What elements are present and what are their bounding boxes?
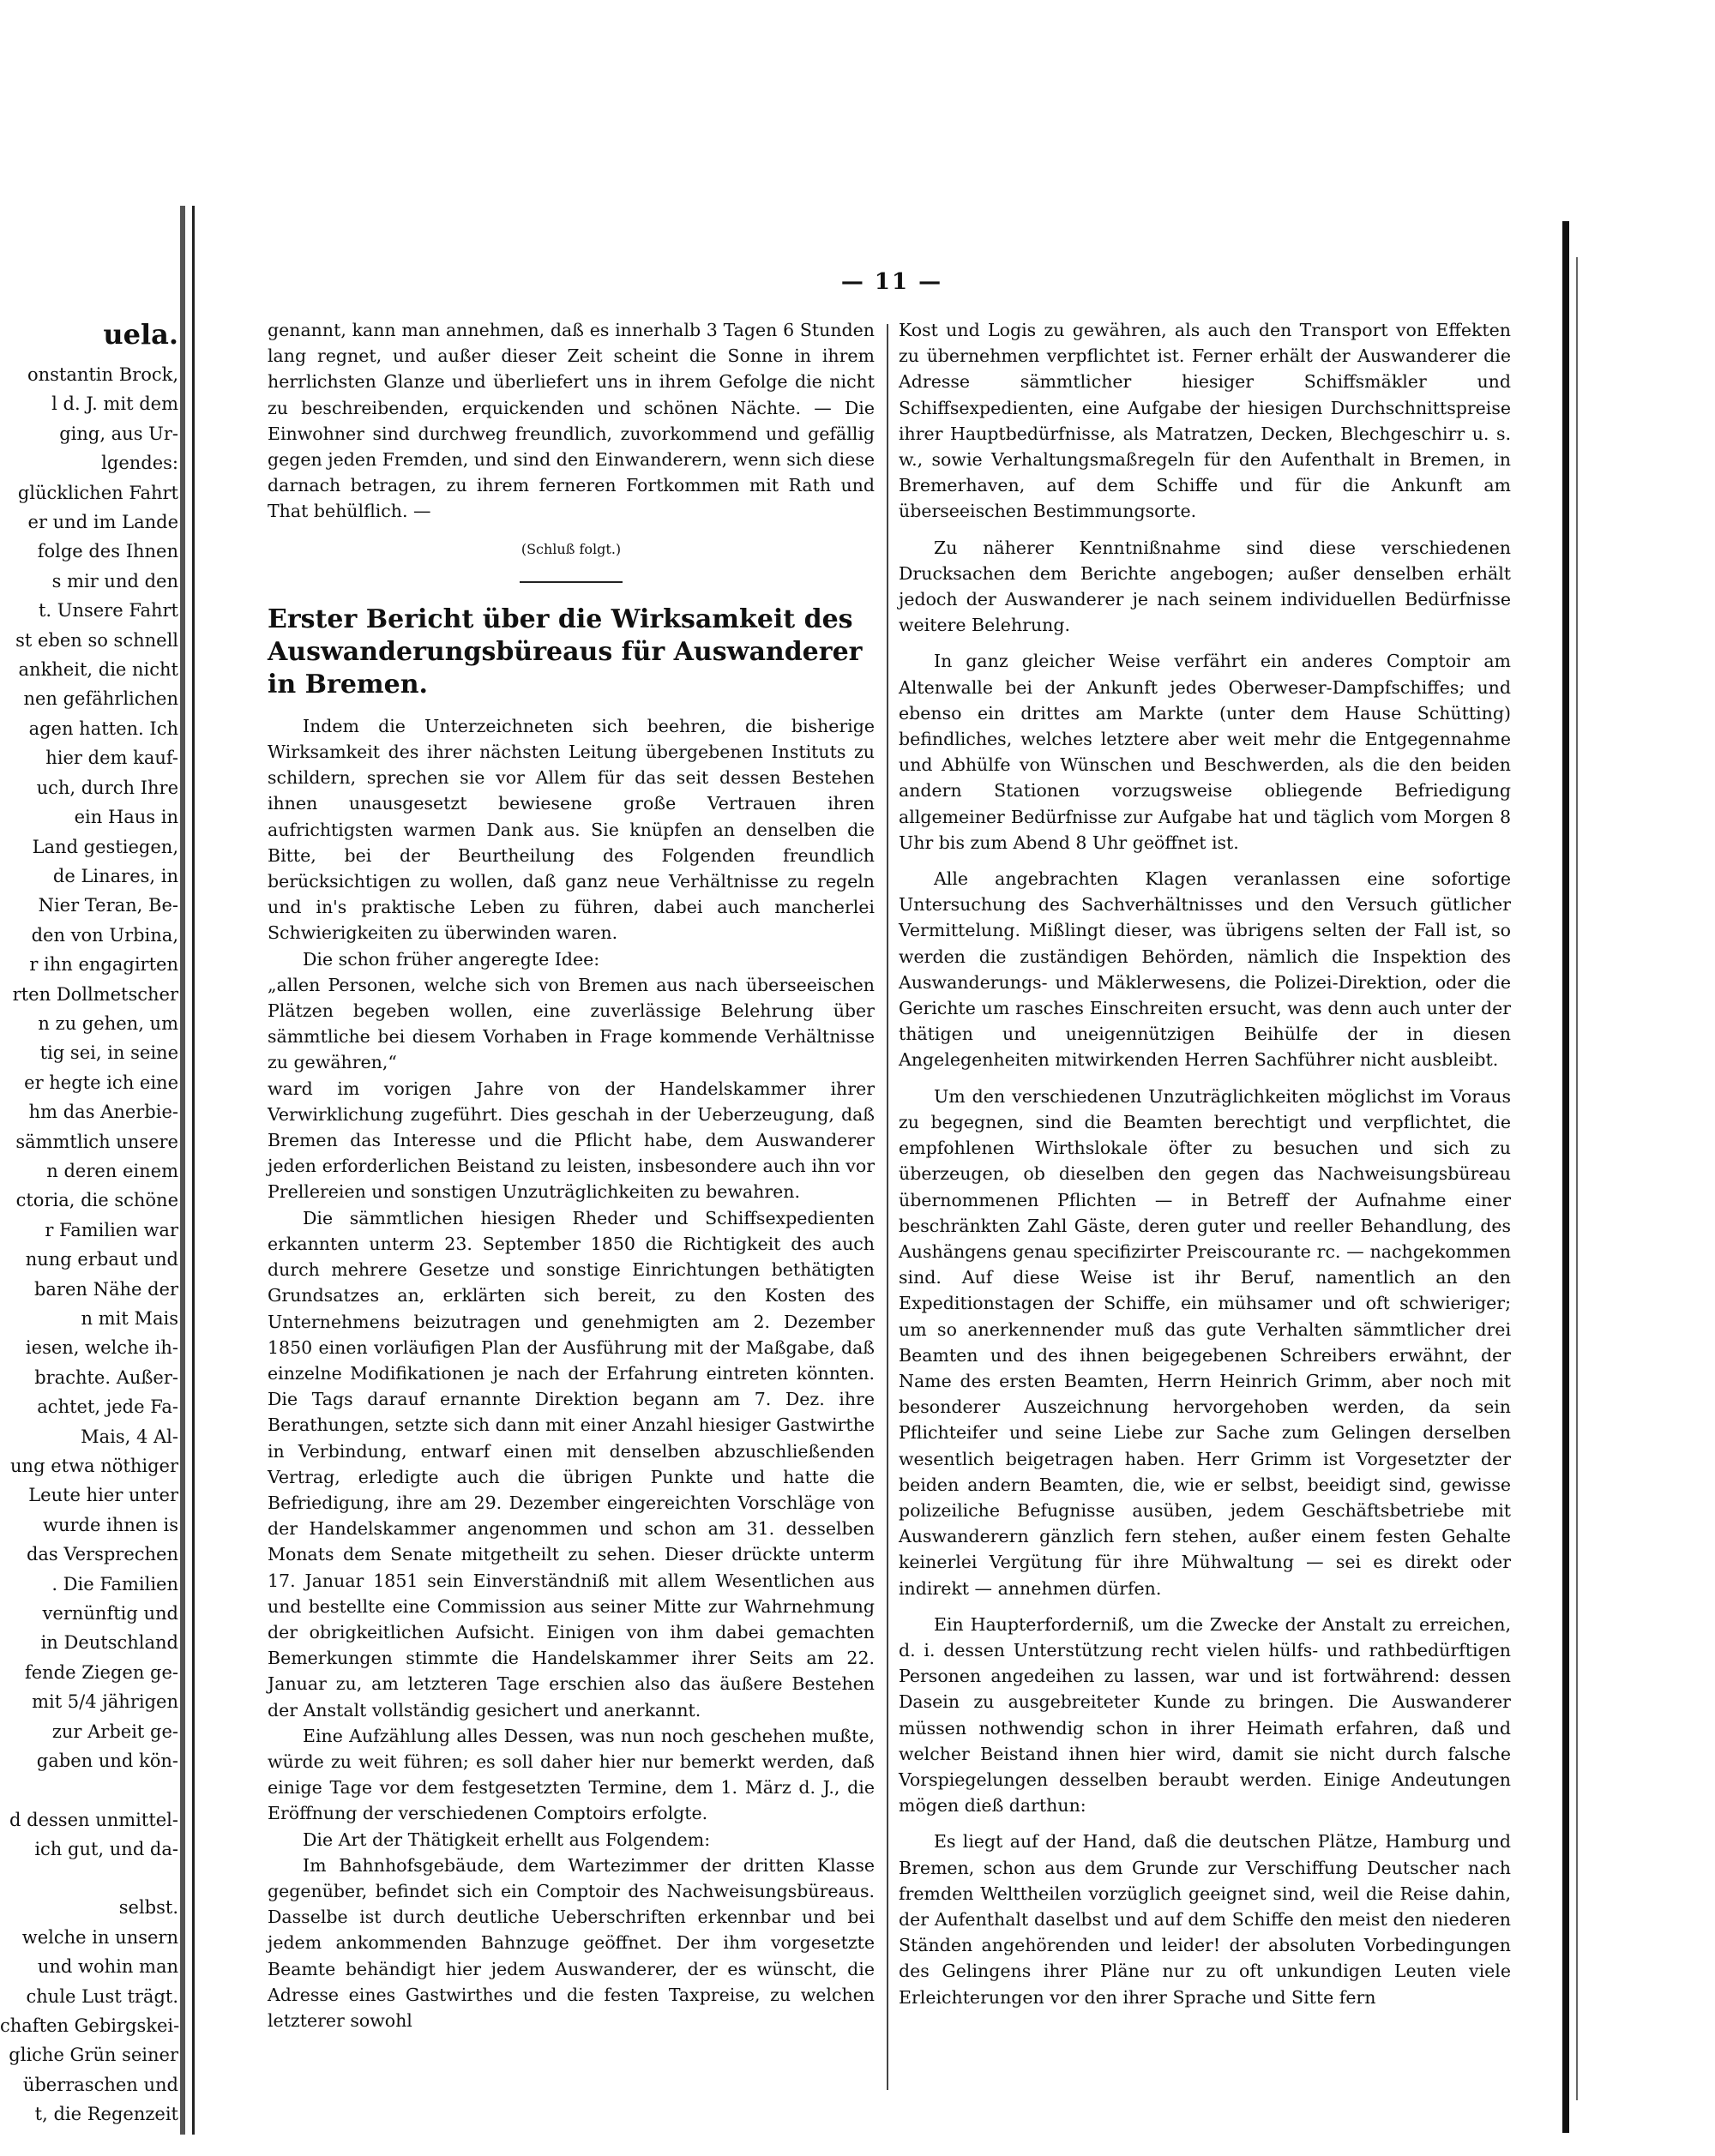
left-fragment-line: tig sei, in seine bbox=[39, 1042, 178, 1064]
article-paragraph: Die schon früher angeregte Idee: bbox=[303, 948, 600, 970]
left-fragment-line: hier dem kauf- bbox=[45, 748, 178, 769]
left-fragment-line: wurde ihnen is bbox=[43, 1514, 178, 1535]
article-paragraph: Um den verschiedenen Unzuträglichkeiten möglichst im Voraus zu begegnen, sind die Beamten berechtigt und verpflichtet, die empfohlenen Wirthslokale öfter zu besuchen und sich zu überzeugen, ob dieselben den gegen das Nachweisungsbüreau übernommenen Pflichten — in Betreff der Aufnahme einer beschränkten Zahl Gäste, deren guter und reeller Behandlung, des Aushängens genau specifizirter Preiscourante rc. — nachgekommen sind. Auf diese Weise ist ihr Beruf, namentlich an den Expeditionstagen der Schiffe, ein mühsamer und oft schwieriger; um so anerkennender muß das gute Verhalten sämmtlicher drei Beamten und des ihnen beigegebenen Schreibers erwähnt, der Name des ersten Beamten, Herrn Heinrich Grimm, aber noch mit besonderer Auszeichnung hervorgehoben werden, da sein Pflichteifer und seine Liebe zur Sache zum Gelingen derselben wesentlich beigetragen haben. Herr Grimm ist Vorgesetzter der beiden andern Beamten, die, wie er selbst, beeidigt sind, gewisse polizeiliche Befugnisse ausüben, jedem Geschäftsbetriebe mit Auswanderern gänzlich fern stehen, außer einem festen Gehalte keinerlei Vergütung für ihre Mühwaltung — sei es direkt oder indirekt — annehmen dürfen. bbox=[899, 1085, 1511, 1599]
left-fragment-line: . Die Familien bbox=[51, 1573, 178, 1594]
left-fragment-line: das Versprechen bbox=[26, 1544, 178, 1565]
left-fragment-line: ich gut, und da- bbox=[34, 1838, 178, 1859]
column-right bbox=[899, 317, 1511, 2010]
left-fragment-line: Nier Teran, Be- bbox=[38, 895, 178, 916]
article-paragraph: Alle angebrachten Klagen veranlassen eine sofortige Untersuchung des Sachverhältnisses und den Versuch gütlicher Vermittelung. Mißlingt dieser, was übrigens selten der Fall ist, so werden die zuständigen Behörden, nämlich die Inspektion des Auswanderungs- und Mäklerwesens, die Polizei-Direktion, oder die Gerichte um rasches Einschreiten ersucht, was denn auch unter der thätigen und uneigennützigen Beihülfe der in diesen Angelegenheiten mitwirkenden Herren Sachführer nicht ausbleibt. bbox=[899, 868, 1511, 1071]
left-fragment-line: sämmtlich unsere bbox=[15, 1131, 178, 1152]
left-fragment-line: st eben so schnell bbox=[15, 629, 178, 651]
left-fragment-line: Leute hier unter bbox=[28, 1485, 178, 1506]
column-left bbox=[268, 317, 875, 2033]
left-fragment-line: glücklichen Fahrt bbox=[17, 482, 178, 503]
left-fragment-line: s mir und den bbox=[51, 570, 178, 592]
column-rule bbox=[887, 324, 888, 2090]
left-fragment-line: de Linares, in bbox=[52, 865, 178, 886]
left-fragment-line: in Deutschland bbox=[40, 1632, 178, 1654]
left-fragment-line: nung erbaut und bbox=[25, 1249, 178, 1270]
left-fragment-line bbox=[0, 1776, 192, 1805]
left-fragment-line: den von Urbina, bbox=[31, 924, 178, 946]
article-paragraph: Die Art der Thätigkeit erhellt aus Folgendem: bbox=[303, 1829, 711, 1850]
left-fragment-line: iesen, welche ih- bbox=[25, 1337, 178, 1359]
left-fragment-line: ctoria, die schöne bbox=[15, 1190, 178, 1211]
article-paragraph: Indem die Unterzeichneten sich beehren, die bisherige Wirksamkeit des ihrer nächsten Leitung übergebenen Instituts zu schildern, sprechen sie vor Allem für das seit dessen Bestehen ihnen unausgesetzt bewiesene große Vertrauen ihren aufrichtigsten warmen Dank aus. Sie knüpfen an denselben die Bitte, bei der Beurtheilung des Folgenden freundlich berücksichtigen zu wollen, daß ganz neue Verhältnisse zu regeln und in's praktische Leben zu führen, dabei auch mancherlei Schwierigkeiten zu überwinden waren. bbox=[268, 715, 875, 944]
left-fragment-line: r Familien war bbox=[45, 1219, 178, 1240]
article-paragraph: Im Bahnhofsgebäude, dem Wartezimmer der dritten Klasse gegenüber, befindet sich ein Comptoir des Nachweisungsbüreaus. Dasselbe ist durch deutliche Ueberschriften erkennbar und bei jedem ankommenden Bahnzuge geöffnet. Der ihm vorgesetzte Beamte behändigt hier jedem Auswanderer, der es wünscht, die Adresse eines Gastwirthes und die festen Taxpreise, zu welchen letzterer sowohl bbox=[268, 1854, 875, 2031]
left-fragment-line: chaften Gebirgskei- bbox=[0, 2015, 180, 2036]
left-fragment-line: brachte. Außer- bbox=[34, 1366, 178, 1388]
right-page-edge bbox=[1562, 221, 1569, 2133]
left-fragment-line: ging, aus Ur- bbox=[59, 423, 178, 444]
left-fragment-line: agen hatten. Ich bbox=[28, 718, 178, 739]
left-fragment-line: baren Nähe der bbox=[33, 1278, 178, 1300]
left-fragment-line: chule Lust trägt. bbox=[26, 1985, 178, 2007]
left-fragment-line: er hegte ich eine bbox=[24, 1072, 178, 1093]
left-fragment-line: lgendes: bbox=[101, 453, 178, 474]
left-fragment-line: onstantin Brock, bbox=[27, 364, 178, 385]
left-fragment-line: uch, durch Ihre bbox=[36, 777, 178, 798]
left-fragment-line: r ihn engagirten bbox=[29, 954, 178, 976]
left-fragment-line: Land gestiegen, bbox=[32, 836, 178, 857]
left-fragment-line: t. Unsere Fahrt bbox=[38, 600, 178, 622]
left-fragment-line: t, die Regenzeit bbox=[34, 2104, 178, 2125]
article-paragraph: Ein Haupterforderniß, um die Zwecke der Anstalt zu erreichen, d. i. dessen Unterstützung recht vielen hülfs- und rathbedürftigen Personen angedeihen zu lassen, war und ist fortwährend: dessen Dasein zu ausgebreiteter Kunde zu bringen. Die Auswanderer müssen nothwendig schon in ihrer Heimath erfahren, daß und welcher Beistand ihnen hier wird, damit sie nicht durch falsche Vorspiegelungen desselben beraubt werden. Einige Andeutungen mögen dieß darthun: bbox=[899, 1613, 1511, 1817]
left-fragment-line: selbst. bbox=[118, 1897, 178, 1919]
left-fragment-line: ankheit, die nicht bbox=[18, 659, 178, 681]
left-fragment-line: gliche Grün seiner bbox=[9, 2045, 178, 2066]
left-fragment-line: n zu gehen, um bbox=[38, 1012, 178, 1034]
intro-paragraph: genannt, kann man annehmen, daß es innerhalb 3 Tagen 6 Stunden lang regnet, und außer dieser Zeit scheint die Sonne in ihrem herrlichsten Glanze und überliefert uns in ihrem Gefolge die nicht zu beschreibenden, erquickenden und schönen Nächte. — Die Einwohner sind durchweg freundlich, zuvorkommend und gefällig gegen jeden Fremden, und sind den Einwanderern, wenn sich diese darnach betragen, zu ihrem ferneren Fortkommen mit Rath und That behülflich. — bbox=[268, 320, 875, 522]
left-fragment-line: rten Dollmetscher bbox=[12, 983, 178, 1005]
article-paragraph: Es liegt auf der Hand, daß die deutschen Plätze, Hamburg und Bremen, schon aus dem Grunde zur Verschiffung Deutscher nach fremden Welttheilen vorzüglich geeignet sind, weil die Reise dahin, der Aufenthalt daselbst und auf dem Schiffe den meist den niederen Ständen angehörenden und leider! der absoluten Vorbedingungen des Gelingens ihrer Pläne nur zu oft unkundigen Leuten viele Erleichterungen vor den ihrer Sprache und Sitte fern bbox=[899, 1831, 1511, 2008]
left-fragment-line: hm das Anerbie- bbox=[28, 1102, 178, 1123]
left-fragment-lines bbox=[0, 360, 192, 2129]
left-fragment-heading: uela. bbox=[103, 318, 178, 351]
left-fragment-line: Mais, 4 Al- bbox=[81, 1426, 178, 1447]
left-fragment-line: achtet, jede Fa- bbox=[37, 1396, 178, 1418]
left-fragment-line: welche in unsern bbox=[21, 1926, 178, 1948]
continued-note: (Schluß folgt.) bbox=[521, 540, 622, 557]
block-quote: „allen Personen, welche sich von Bremen aus nach überseeischen Plätzen begeben wollen, eine zuverlässige Belehrung über sämmtliche bei diesem Vorhaben in Frage kommende Verhältnisse zu gewähren,“ bbox=[268, 974, 875, 1073]
left-fragment-line: gaben und kön- bbox=[36, 1751, 178, 1772]
left-fragment-line: überraschen und bbox=[22, 2074, 178, 2095]
article-paragraph: Eine Aufzählung alles Dessen, was nun noch geschehen mußte, würde zu weit führen; es soll daher hier nur bemerkt werden, daß einige Tage vor dem festgesetzten Termine, dem 1. März d. J., die Eröffnung der verschiedenen Comptoirs erfolgte. bbox=[268, 1725, 875, 1824]
left-fragment-line: l d. J. mit dem bbox=[51, 393, 178, 415]
section-divider bbox=[520, 581, 623, 583]
right-page-edge-shadow bbox=[1576, 257, 1578, 2100]
left-fragment-line: er und im Lande bbox=[27, 512, 178, 533]
article-paragraph: Die sämmtlichen hiesigen Rheder und Schiffsexpedienten erkannten unterm 23. September 1850 die Richtigkeit des auch durch mehrere Gesetze und sonstige Einrichtungen bethätigten Grundsatzes an, erklärten sich bereit, zu den Kosten des Unternehmens beizutragen und genehmigten am 2. Dezember 1850 einen vorläufigen Plan der Ausführung mit der Maßgabe, daß einzelne Modifikationen je nach der Erfahrung eintreten könnten. Die Tags darauf ernannte Direktion begann am 7. Dez. ihre Berathungen, setzte sich dann mit einer Anzahl hiesiger Gastwirthe in Verbindung, entwarf einen mit denselben abzuschließenden Vertrag, erledigte auch die übrigen Punkte und hatte die Befriedigung, ihre am 29. Dezember eingereichten Vorschläge von der Handelskammer angenommen und schon am 31. desselben Monats dem Senate mitgetheilt zu sehen. Dieser drückte unterm 17. Januar 1851 sein Einverständniß mit allem Wesentlichen aus und bestellte eine Commission aus seiner Mitte zur Wahrnehmung der obrigkeitlichen Aufsicht. Einigen von ihm dabei gemachten Bemerkungen stimmte die Handelskammer ihrer Seits am 22. Januar zu, am letzteren Tage erschien also das äußere Bestehen der Anstalt vollständig gesichert und anerkannt. bbox=[268, 1207, 875, 1721]
left-fragment-line: vernünftig und bbox=[42, 1603, 178, 1625]
article-paragraph: Kost und Logis zu gewähren, als auch den Transport von Effekten zu übernehmen verpflichtet ist. Ferner erhält der Auswanderer die Adresse sämmtlicher hiesiger Schiffsmäkler und Schiffsexpedienten, eine Aufgabe der hiesigen Durchschnittspreise ihrer Hauptbedürfnisse, als Matratzen, Decken, Blechgeschirr u. s. w., sowie Verhaltungsmaßregeln für den Aufenthalt in Bremen, in Bremerhaven, auf dem Schiffe und für die Ankunft am überseeischen Bestimmungsorte. bbox=[899, 320, 1511, 522]
left-fragment-line: ung etwa nöthiger bbox=[10, 1456, 178, 1477]
page-number: — 11 — bbox=[840, 269, 943, 295]
article-paragraph: Zu näherer Kenntnißnahme sind diese verschiedenen Drucksachen dem Berichte angebogen; außer denselben erhält jedoch der Auswanderer je nach seinem individuellen Bedürfnisse weitere Belehrung. bbox=[899, 537, 1511, 636]
left-fragment-line: und wohin man bbox=[37, 1956, 178, 1978]
left-fragment-line: nen gefährlichen bbox=[23, 688, 178, 710]
left-fragment-line: n deren einem bbox=[46, 1160, 178, 1181]
left-fragment-line bbox=[0, 1864, 192, 1893]
article-paragraph: ward im vorigen Jahre von der Handelskammer ihrer Verwirklichung zugeführt. Dies geschah in der Ueberzeugung, daß Bremen das Interesse und die Pflicht habe, dem Auswanderer jeden erforderlichen Beistand zu leisten, insbesondere auch ihn vor Prellereien und sonstigen Unzuträglichkeiten zu bewahren. bbox=[268, 1078, 875, 1203]
left-fragment-line: zur Arbeit ge- bbox=[51, 1721, 178, 1742]
left-fragment-line: fende Ziegen ge- bbox=[24, 1661, 178, 1683]
left-fragment-line: folge des Ihnen bbox=[37, 541, 178, 562]
left-fragment-line: d dessen unmittel- bbox=[9, 1809, 178, 1830]
article-paragraph: In ganz gleicher Weise verfährt ein anderes Comptoir am Altenwalle bei der Ankunft jedes Oberweser-Dampfschiffes; und ebenso ein drittes am Markte (unter dem Hause Schütting) befindliches, welches letztere aber weit mehr die Entgegennahme und Abhülfe von Wünschen und Beschwerden, als die den beiden andern Stationen vorzugsweise obliegende Befriedigung allgemeiner Bedürfnisse zur Aufgabe hat und täglich vom Morgen 8 Uhr bis zum Abend 8 Uhr geöffnet ist. bbox=[899, 651, 1511, 853]
article-title: Erster Bericht über die Wirksamkeit des Auswanderungsbüreaus für Auswanderer in Bremen. bbox=[268, 604, 863, 700]
left-fragment-line: mit 5/4 jährigen bbox=[32, 1691, 178, 1713]
left-fragment-line: n mit Mais bbox=[81, 1308, 178, 1329]
left-page-fragment bbox=[0, 206, 195, 2135]
page-edge-shadow bbox=[180, 206, 185, 2135]
left-fragment-line: ein Haus in bbox=[74, 807, 178, 828]
